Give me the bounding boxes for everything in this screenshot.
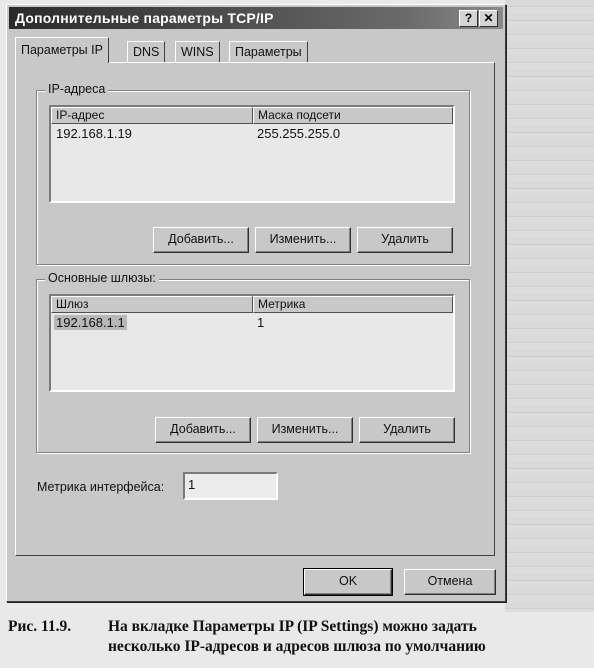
remove-gateway-button[interactable]: Удалить (359, 417, 455, 443)
cancel-button[interactable]: Отмена (404, 569, 496, 595)
help-button[interactable]: ? (459, 10, 478, 27)
tcpip-advanced-dialog (6, 4, 506, 602)
edit-gateway-button[interactable]: Изменить... (257, 417, 353, 443)
ip-address-cell[interactable]: 192.168.1.19 (56, 126, 132, 141)
close-button[interactable]: ✕ (479, 10, 498, 27)
column-subnet-mask[interactable]: Маска подсети (253, 107, 453, 124)
ip-list-header (51, 107, 453, 123)
column-gateway[interactable]: Шлюз (51, 296, 253, 313)
ip-address-list[interactable] (49, 105, 455, 203)
caption-line-2: несколько IP-адресов и адресов шлюза по умолчанию (108, 638, 486, 655)
tab-panel-ip-settings (15, 62, 495, 556)
tab-options[interactable]: Параметры (229, 41, 308, 62)
add-ip-button[interactable]: Добавить... (153, 227, 249, 253)
gateways-group (36, 271, 470, 453)
gateways-group-title: Основные шлюзы: (45, 271, 159, 285)
remove-ip-button[interactable]: Удалить (357, 227, 453, 253)
tab-wins[interactable]: WINS (175, 41, 220, 62)
book-page-background (505, 0, 594, 612)
column-metric[interactable]: Метрика (253, 296, 453, 313)
gateway-list-header (51, 296, 453, 312)
gateway-list[interactable] (49, 294, 455, 392)
tab-ip-settings[interactable]: Параметры IP (15, 37, 109, 63)
ok-button[interactable]: OK (304, 569, 392, 595)
figure-number: Рис. 11.9. (8, 618, 72, 635)
column-ip-address[interactable]: IP-адрес (51, 107, 253, 124)
edit-ip-button[interactable]: Изменить... (255, 227, 351, 253)
add-gateway-button[interactable]: Добавить... (155, 417, 251, 443)
caption-line-1: На вкладке Параметры IP (IP Settings) можно задать (108, 618, 477, 635)
gateway-metric-cell[interactable]: 1 (257, 315, 265, 330)
tab-dns[interactable]: DNS (127, 41, 165, 62)
ip-addresses-group-title: IP-адреса (45, 82, 108, 96)
interface-metric-label: Метрика интерфейса: (37, 480, 165, 494)
interface-metric-input[interactable]: 1 (183, 472, 278, 500)
title-bar (9, 7, 503, 29)
window-title: Дополнительные параметры TCP/IP (15, 10, 274, 26)
subnet-mask-cell[interactable]: 255.255.255.0 (257, 126, 341, 141)
ip-addresses-group (36, 82, 470, 265)
gateway-cell[interactable]: 192.168.1.1 (56, 315, 125, 330)
